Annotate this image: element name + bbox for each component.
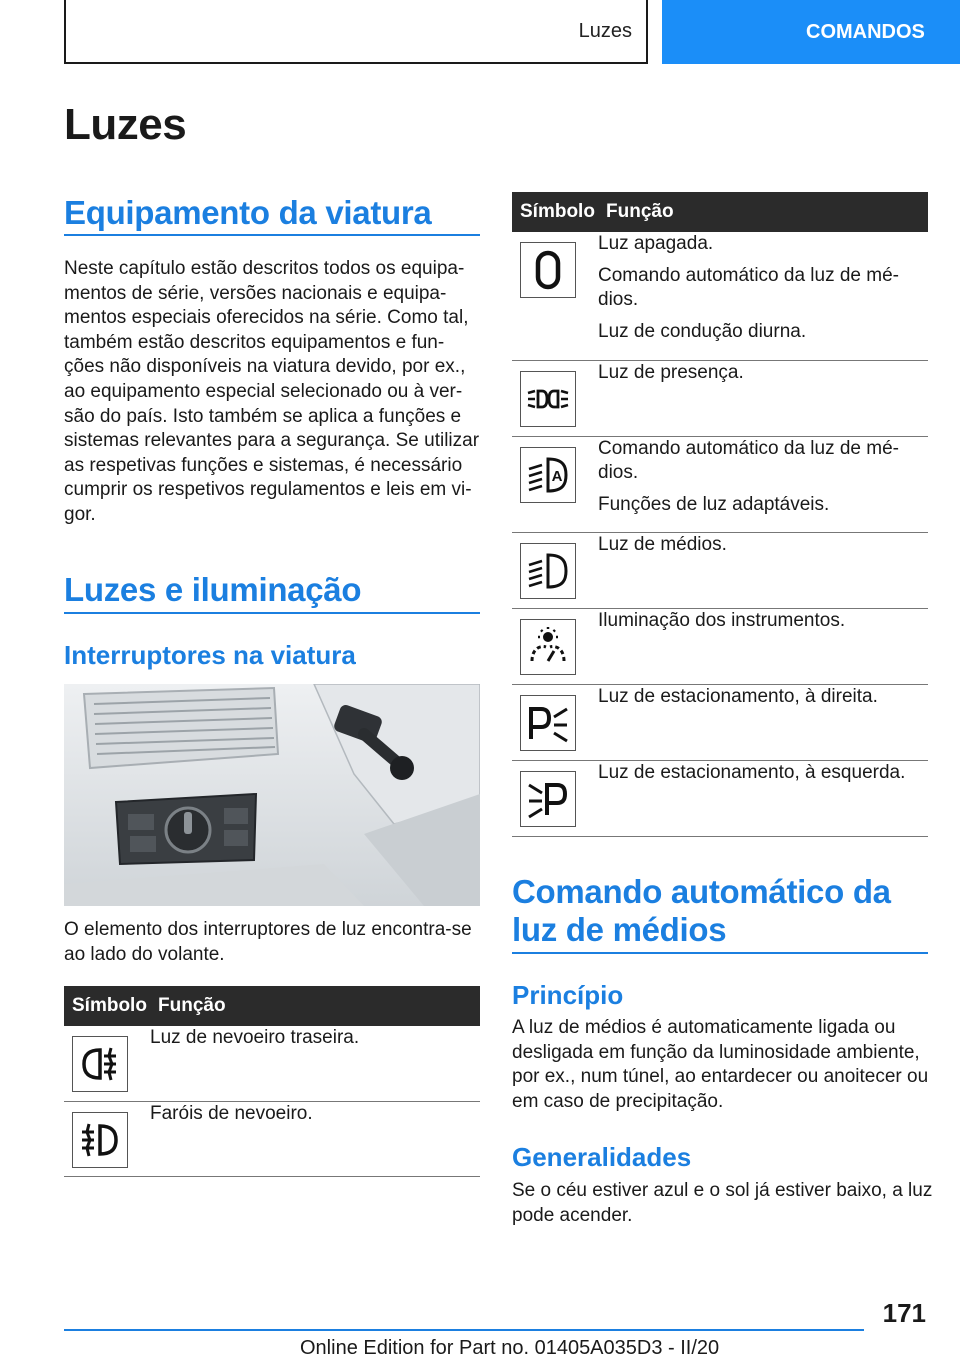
principle-paragraph	[512, 1016, 942, 1114]
equipment-paragraph	[64, 257, 484, 528]
function-text: Luz de médios.	[598, 533, 727, 555]
svg-text:A: A	[551, 467, 563, 485]
low-beam-icon	[520, 543, 576, 599]
section-rule	[64, 234, 480, 236]
text-line: mentos de série, versões nacionais e equipa‐	[64, 282, 447, 304]
table-row	[64, 1101, 480, 1176]
switch-caption	[64, 918, 484, 967]
text-line: ções não disponíveis na viatura devido, por ex.,	[64, 356, 466, 378]
page-title: Luzes	[64, 100, 187, 149]
text-line: são do país. Isto também se aplica a funções e	[64, 405, 462, 427]
column-header-symbol: Símbolo	[64, 986, 150, 1026]
table-row	[512, 232, 928, 360]
text-line: Se o céu estiver azul e o sol já estiver baixo, a luz	[512, 1180, 933, 1201]
page-number: 171	[882, 1298, 926, 1328]
title-line: luz de médios	[512, 911, 727, 948]
symbol-table-left	[64, 986, 480, 1177]
subsection-title-switches: Interruptores na viatura	[64, 640, 356, 670]
text-line: O elemento dos interruptores de luz encontra-se	[64, 919, 472, 940]
column-header-function: Função	[598, 192, 928, 232]
function-text: Luz apagada.	[598, 233, 714, 254]
text-line: mentos especiais oferecidos na série. Como tal,	[64, 307, 469, 329]
table-row	[64, 1026, 480, 1101]
text-line: gor.	[64, 503, 96, 525]
front-fog-light-icon	[72, 1112, 128, 1168]
header-section: Luzes	[578, 19, 632, 42]
text-line: ao equipamento especial selecionado ou à ver‐	[64, 380, 463, 402]
text-line: pode acender.	[512, 1204, 633, 1226]
parking-light-right-icon	[520, 695, 576, 751]
table-row	[512, 684, 928, 760]
text-line: por ex., num túnel, ao entardecer ou anoitecer ou	[512, 1066, 929, 1088]
text-line: A luz de médios é automaticamente ligada ou	[512, 1017, 896, 1038]
section-rule	[64, 612, 480, 614]
auto-headlight-icon	[520, 447, 576, 503]
table-row	[512, 436, 928, 532]
header-chapter-tab	[662, 0, 960, 64]
function-text: Luz de nevoeiro traseira.	[150, 1027, 360, 1048]
column-header-function: Função	[150, 986, 480, 1026]
text-line: em caso de precipitação.	[512, 1090, 724, 1112]
rear-fog-light-icon	[72, 1036, 128, 1092]
footer-rule	[64, 1329, 864, 1331]
text-line: ao lado do volante.	[64, 943, 225, 965]
text-line: Neste capítulo estão descritos todos os equipa‐	[64, 258, 465, 279]
function-text: Luz de presença.	[598, 361, 744, 383]
instrument-lighting-icon	[520, 619, 576, 675]
function-text: Funções de luz adaptáveis.	[598, 493, 830, 515]
text-line: as respetivas funções e sistemas, é necessário	[64, 454, 463, 476]
table-row	[512, 760, 928, 836]
table-row	[512, 360, 928, 436]
header-section-box	[64, 0, 648, 64]
text-line: também estão descritos equipamentos e fun‐	[64, 331, 445, 353]
section-rule	[512, 952, 928, 954]
table-row	[512, 532, 928, 608]
light-switch-photo	[64, 684, 480, 906]
parking-light-left-icon	[520, 771, 576, 827]
parking-lights-icon	[520, 371, 576, 427]
section-title-equipment: Equipamento da viatura	[64, 194, 432, 231]
lights-off-icon	[520, 242, 576, 298]
table-row	[512, 608, 928, 684]
light-switch-illustration	[64, 684, 480, 906]
function-text: Luz de estacionamento, à esquerda.	[598, 761, 906, 783]
subsection-title-general: Generalidades	[512, 1142, 692, 1172]
text-line: sistemas relevantes para a segurança. Se utilizar	[64, 430, 480, 452]
section-title-auto-lowbeam	[512, 873, 891, 949]
column-header-symbol: Símbolo	[512, 192, 598, 232]
title-line: Comando automático da	[512, 873, 891, 910]
text-line: desligada em função da luminosidade ambiente,	[512, 1041, 920, 1063]
function-text: Iluminação dos instrumentos.	[598, 609, 846, 631]
subsection-title-principle: Princípio	[512, 980, 624, 1010]
edition-footer: Online Edition for Part no. 01405A035D3 - II/20	[300, 1337, 720, 1359]
header-chapter: COMANDOS	[806, 20, 925, 43]
section-title-lights: Luzes e iluminação	[64, 571, 362, 608]
text-line: cumprir os respetivos regulamentos e leis em vi‐	[64, 479, 472, 501]
function-text: Luz de estacionamento, à direita.	[598, 685, 878, 707]
general-paragraph	[512, 1179, 942, 1228]
function-text: Faróis de nevoeiro.	[150, 1102, 313, 1124]
function-text: Luz de condução diurna.	[598, 320, 807, 342]
symbol-table-right	[512, 192, 928, 837]
function-text: Comando automático da luz de mé‐ dios.	[598, 264, 899, 311]
function-text: Comando automático da luz de mé‐ dios.	[598, 437, 899, 484]
